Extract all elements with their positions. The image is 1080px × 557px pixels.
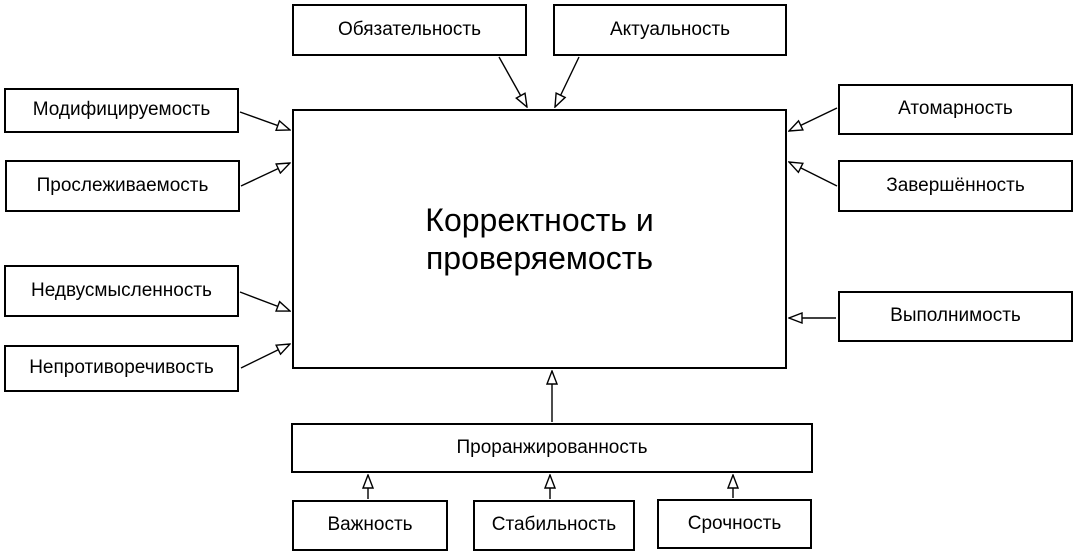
node-urgency-label: Срочность bbox=[687, 512, 782, 534]
node-unambiguity bbox=[4, 265, 239, 317]
node-center bbox=[292, 109, 787, 369]
edge-completeness-to-center bbox=[789, 162, 837, 186]
node-atomicity bbox=[838, 84, 1073, 135]
node-feasibility bbox=[838, 291, 1073, 342]
edge-atomicity-to-center bbox=[789, 108, 837, 131]
edge-modifiability-to-center bbox=[240, 112, 290, 130]
node-obligation bbox=[292, 4, 527, 56]
node-importance-label: Важность bbox=[327, 514, 413, 536]
edge-traceability-to-center bbox=[241, 163, 290, 186]
node-completeness bbox=[838, 160, 1073, 212]
edge-actuality-to-center bbox=[555, 57, 579, 107]
node-ranked-label: Проранжированность bbox=[456, 436, 648, 458]
node-urgency bbox=[657, 499, 812, 549]
node-center-label bbox=[425, 201, 653, 277]
node-feasibility-label: Выполнимость bbox=[890, 305, 1021, 327]
node-ranked bbox=[291, 423, 813, 473]
node-completeness-label: Завершённость bbox=[886, 174, 1025, 196]
node-stability bbox=[473, 500, 635, 551]
node-consistency bbox=[4, 345, 239, 392]
node-unambiguity-label: Недвусмысленность bbox=[31, 279, 212, 301]
center-label-line-1: Корректность и bbox=[425, 202, 654, 238]
node-modifiability-label: Модифицируемость bbox=[32, 99, 211, 121]
edge-consistency-to-center bbox=[241, 344, 290, 368]
edge-unambiguity-to-center bbox=[240, 292, 290, 311]
node-obligation-label: Обязательность bbox=[338, 18, 481, 40]
node-consistency-label: Непротиворечивость bbox=[29, 357, 214, 379]
node-actuality bbox=[553, 4, 787, 56]
node-stability-label: Стабильность bbox=[491, 514, 617, 536]
node-importance bbox=[292, 500, 448, 551]
edge-obligation-to-center bbox=[499, 57, 527, 107]
node-actuality-label: Актуальность bbox=[609, 18, 731, 40]
center-label-line-2: проверяемость bbox=[425, 240, 654, 276]
node-modifiability bbox=[4, 88, 239, 133]
node-traceability-label: Прослеживаемость bbox=[36, 174, 209, 196]
node-atomicity-label: Атомарность bbox=[898, 98, 1013, 120]
node-traceability bbox=[5, 160, 240, 212]
